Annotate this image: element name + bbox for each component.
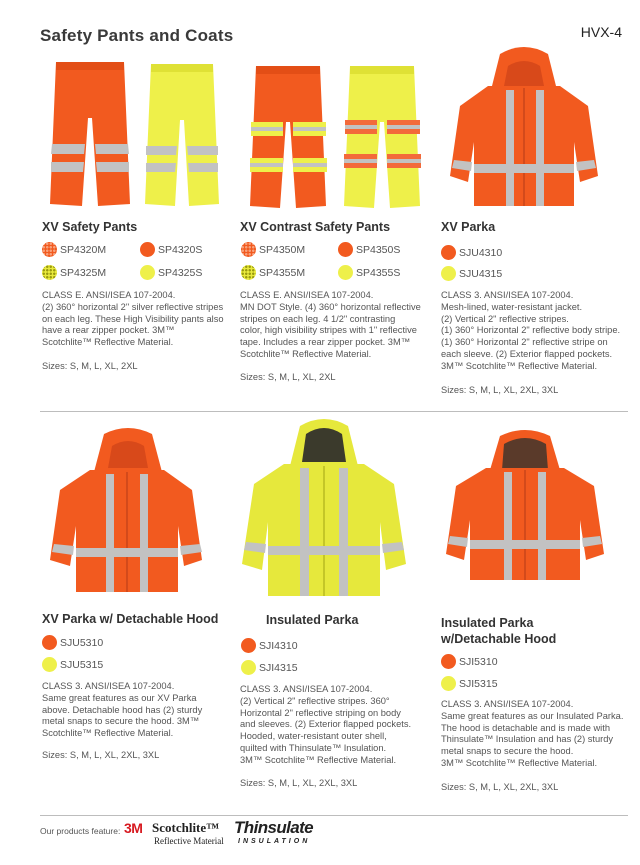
size-list: Sizes: S, M, L, XL, 2XL [42,361,138,371]
desc-line: color, high visibility stripes with 1" reflective [240,325,417,336]
desc-line: The hood is detachable and is made with [441,722,611,733]
fabric-swatch-yellow-mesh [42,265,57,280]
desc-line: (2) 360° horizontal 2" silver reflective stripes [42,301,224,312]
fabric-swatch-orange-mesh [241,242,256,257]
desc-line: Mesh-lined, water-resistant jacket. [441,301,583,312]
desc-line: CLASS 3. ANSI/ISEA 107-2004. [240,684,373,694]
product-name-xv-contrast-safety-pants: XV Contrast Safety Pants [240,220,391,234]
catalog-page-code: HVX-4 [580,24,622,40]
fabric-swatch-yellow [441,266,456,281]
desc-line: Scotchlite™ Reflective Material. [42,728,174,739]
desc-line: (2) Vertical 2" reflective stripes. 360° [240,695,390,706]
product-description [42,290,242,349]
fabric-swatch-yellow-mesh [241,265,256,280]
sku-sji5310 [441,654,498,669]
desc-line: 3M™ Scotchlite™ Reflective Material. [441,360,598,371]
fabric-swatch-yellow [42,657,57,672]
sku-label: SP4355S [356,266,401,279]
xv-parka-image [448,46,600,214]
section-divider [40,411,628,412]
desc-line: Hooded, water-resistant outer shell, [240,731,387,742]
sku-label: SJU4310 [459,246,503,259]
desc-line: 3M™ Scotchlite™ Reflective Material. [441,757,598,768]
fabric-swatch-yellow [338,265,353,280]
desc-line: each sleeve. (2) Exterior flapped pockets. [441,348,613,359]
sku-sp4325s [140,265,202,280]
thinsulate-tagline: INSULATION [238,838,311,845]
sku-label: SJI5315 [459,677,498,690]
sku-sju4315 [441,266,502,281]
desc-line: metal snaps to secure the hood. [441,746,574,757]
fabric-swatch-orange [241,638,256,653]
desc-line: metal snaps to secure the hood. 3M™ [42,716,200,727]
product-description [240,290,440,361]
sku-sp4355m [241,265,305,280]
desc-line: (1) 360° Horizontal 2" reflective body stripe. [441,325,621,336]
product-name-xv-safety-pants: XV Safety Pants [42,220,138,234]
insulated-parka-image [240,418,408,600]
desc-line: and sleeves. (2) Exterior flapped pockets. [240,719,412,730]
product-name-insulated-parka-detachable-hood [441,615,556,647]
3m-logo: 3M [124,820,143,836]
fabric-swatch-yellow [140,265,155,280]
xv-contrast-pants-orange-image [246,62,330,212]
fabric-swatch-orange [338,242,353,257]
footer-divider [40,815,628,816]
sku-sju5315 [42,657,103,672]
desc-line: (1) 360° Horizontal 2" reflective stripe on [441,337,608,348]
desc-line: Same great features as our XV Parka [42,692,197,703]
sku-sju5310 [42,635,103,650]
desc-line: Scotchlite™ Reflective Material. [42,337,174,348]
desc-line: Horizontal 2" reflective striping on body [240,707,401,718]
desc-line: CLASS 3. ANSI/ISEA 107-2004. [441,290,574,300]
product-name-line: w/Detachable Hood [441,632,557,646]
insulated-parka-detachable-hood-image [444,430,606,582]
desc-line: (2) Vertical 2" reflective stripes. [441,313,569,324]
desc-line: MN DOT Style. (4) 360° horizontal reflective [240,301,421,312]
product-description [441,699,636,770]
xv-safety-pants-orange-image [46,58,134,210]
sku-sji5315 [441,676,498,691]
desc-line: on each leg. These High Visibility pants also [42,313,224,324]
sku-sp4350s [338,242,400,257]
sku-label: SJI4310 [259,639,298,652]
sku-sp4320m [42,242,106,257]
product-description [441,290,636,373]
size-list: Sizes: S, M, L, XL, 2XL, 3XL [240,778,358,788]
desc-line: CLASS 3. ANSI/ISEA 107-2004. [441,699,574,709]
size-list: Sizes: S, M, L, XL, 2XL, 3XL [441,782,559,792]
desc-line: stripes on each leg. 4 1/2" contrasting [240,313,396,324]
fabric-swatch-orange [441,245,456,260]
desc-line: Thinsulate™ Insulation and has (2) sturdy [441,734,614,745]
size-list: Sizes: S, M, L, XL, 2XL, 3XL [42,750,160,760]
size-list: Sizes: S, M, L, XL, 2XL [240,372,336,382]
scotchlite-logo: Scotchlite™ [152,820,220,835]
sku-label: SJU5310 [60,636,104,649]
scotchlite-tagline: Reflective Material [154,836,224,846]
fabric-swatch-orange [441,654,456,669]
desc-line: CLASS E. ANSI/ISEA 107-2004. [42,290,176,300]
footer-label: Our products feature: [40,826,121,836]
thinsulate-logo: Thinsulate [234,818,314,837]
sku-sji4310 [241,638,298,653]
fabric-swatch-orange [140,242,155,257]
desc-line: tape. Includes a rear zipper pocket. 3M™ [240,337,411,348]
product-name-insulated-parka: Insulated Parka [266,613,359,627]
desc-line: have a rear zipper pocket. 3M™ [42,325,175,336]
sku-label: SP4320S [158,243,203,256]
sku-sp4355s [338,265,400,280]
sku-label: SP4350M [259,243,306,256]
sku-label: SP4355M [259,266,306,279]
sku-sp4350m [241,242,305,257]
sku-label: SJU5315 [60,658,104,671]
desc-line: Same great features as our Insulated Parka. [441,710,624,721]
sku-label: SJU4315 [459,267,503,280]
sku-label: SJI5310 [459,655,498,668]
sku-label: SP4350S [356,243,401,256]
product-name-xv-parka: XV Parka [441,220,496,234]
desc-line: CLASS E. ANSI/ISEA 107-2004. [240,290,374,300]
xv-safety-pants-yellow-image [141,60,223,210]
sku-sp4325m [42,265,106,280]
product-name-xv-parka-detachable-hood: XV Parka w/ Detachable Hood [42,612,219,626]
sku-sju4310 [441,245,502,260]
product-name-line: Insulated Parka [441,616,534,630]
xv-parka-detachable-hood-image [48,428,204,596]
fabric-swatch-yellow [241,660,256,675]
fabric-swatch-orange [42,635,57,650]
desc-line: quilted with Thinsulate™ Insulation. [240,742,387,753]
xv-contrast-pants-yellow-image [340,62,424,212]
sku-sji4315 [241,660,298,675]
desc-line: CLASS 3. ANSI/ISEA 107-2004. [42,681,175,691]
desc-line: 3M™ Scotchlite™ Reflective Material. [240,754,397,765]
sku-label: SP4325M [60,266,107,279]
sku-label: SJI4315 [259,661,298,674]
page-title: Safety Pants and Coats [40,26,234,45]
fabric-swatch-orange-mesh [42,242,57,257]
sku-sp4320s [140,242,202,257]
size-list: Sizes: S, M, L, XL, 2XL, 3XL [441,385,559,395]
desc-line: Scotchlite™ Reflective Material. [240,348,372,359]
product-description [42,681,237,740]
product-description [240,684,435,767]
fabric-swatch-yellow [441,676,456,691]
desc-line: above. Detachable hood has (2) sturdy [42,704,203,715]
sku-label: SP4325S [158,266,203,279]
sku-label: SP4320M [60,243,107,256]
